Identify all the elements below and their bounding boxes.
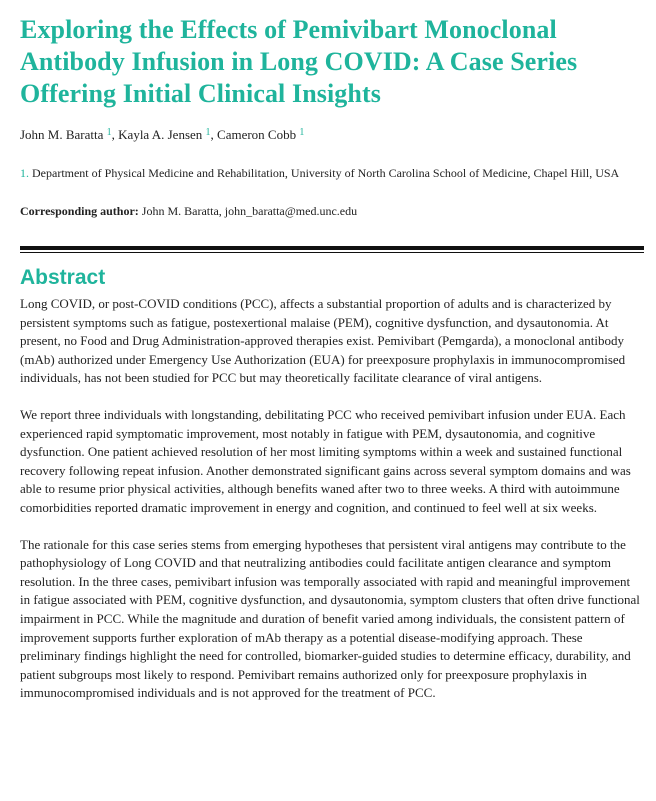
section-divider <box>20 246 644 253</box>
affiliation-text: Department of Physical Medicine and Rehabilitation, University of North Carolina School of Medicine, Chapel Hill, USA <box>32 166 620 180</box>
affiliation-marker[interactable]: 1 <box>205 127 211 138</box>
abstract-paragraph: Long COVID, or post-COVID conditions (PCC), affects a substantial proportion of adults and is characterized by persistent symptoms such as fatigue, postexertional malaise (PEM), cognitive dysfunction, and dysautonomia. At present, no Food and Drug Administration-approved therapies exist. Pemivibart (Pemgarda), a monoclonal antibody (mAb) authorized under Emergency Use Authorization (EUA) for preexposure prophylaxis in immunocompromised individuals, has not been studied for PCC but may theoretically facilitate clearance of viral antigens. <box>20 296 626 386</box>
abstract-paragraph: We report three individuals with longstanding, debilitating PCC who received pemivibart infusion under EUA. Each experienced rapid symptomatic improvement, most notably in fatigue with PEM, dysautonomia, and cognitive dysfunction. One patient achieved resolution of her most limiting symptoms within a week and sustained functional recovery following repeat infusion. Another demonstrated significant gains across several symptom domains and was able to resume prior physical activities, although benefits waned after two to three weeks. A third with autoimmune comorbidities reported dramatic improvement in energy and cognition, and continued to feel well at six weeks. <box>20 406 631 515</box>
affiliation-number: 1. <box>20 166 29 180</box>
author-name: Kayla A. Jensen <box>118 127 203 142</box>
paper-title: Exploring the Effects of Pemivibart Monoclonal Antibody Infusion in Long COVID: A Case Series Offering Initial Clinical Insights <box>20 15 578 108</box>
corresponding-author <box>20 202 644 220</box>
author-list <box>20 126 644 144</box>
author-separator: , <box>111 127 119 142</box>
corresponding-label: Corresponding author: <box>20 204 139 218</box>
author-name: Cameron Cobb <box>217 127 297 142</box>
divider-thick-line <box>20 246 644 250</box>
affiliation <box>20 164 644 182</box>
affiliation-marker[interactable]: 1 <box>106 127 112 138</box>
corresponding-text: John M. Baratta, john_baratta@med.unc.edu <box>141 204 358 218</box>
author-name: John M. Baratta <box>20 127 104 142</box>
abstract-paragraph: The rationale for this case series stems from emerging hypotheses that persistent viral antigens may contribute to the pathophysiology of Long COVID and that neutralizing antibodies could facilitate antigen clearance and symptom resolution. In the three cases, pemivibart infusion was temporally associated with rapid and meaningful improvement in fatigue associated with PEM, cognitive dysfunction, and dysautonomia, symptom clusters that often drive functional impairment in PCC. While the magnitude and duration of benefit varied among individuals, the consistent pattern of improvement supports further exploration of mAb therapy as a potential disease-modifying approach. These preliminary findings highlight the need for controlled, biomarker-guided studies to determine efficacy, durability, and patient subgroups most likely to respond. Pemivibart remains authorized only for preexposure prophylaxis in immunocompromised individuals and is not approved for the treatment of PCC. <box>20 536 640 701</box>
affiliation-marker[interactable]: 1 <box>299 127 305 138</box>
abstract-heading: Abstract <box>20 266 106 289</box>
author-separator: , <box>210 127 218 142</box>
divider-thin-line <box>20 252 644 253</box>
